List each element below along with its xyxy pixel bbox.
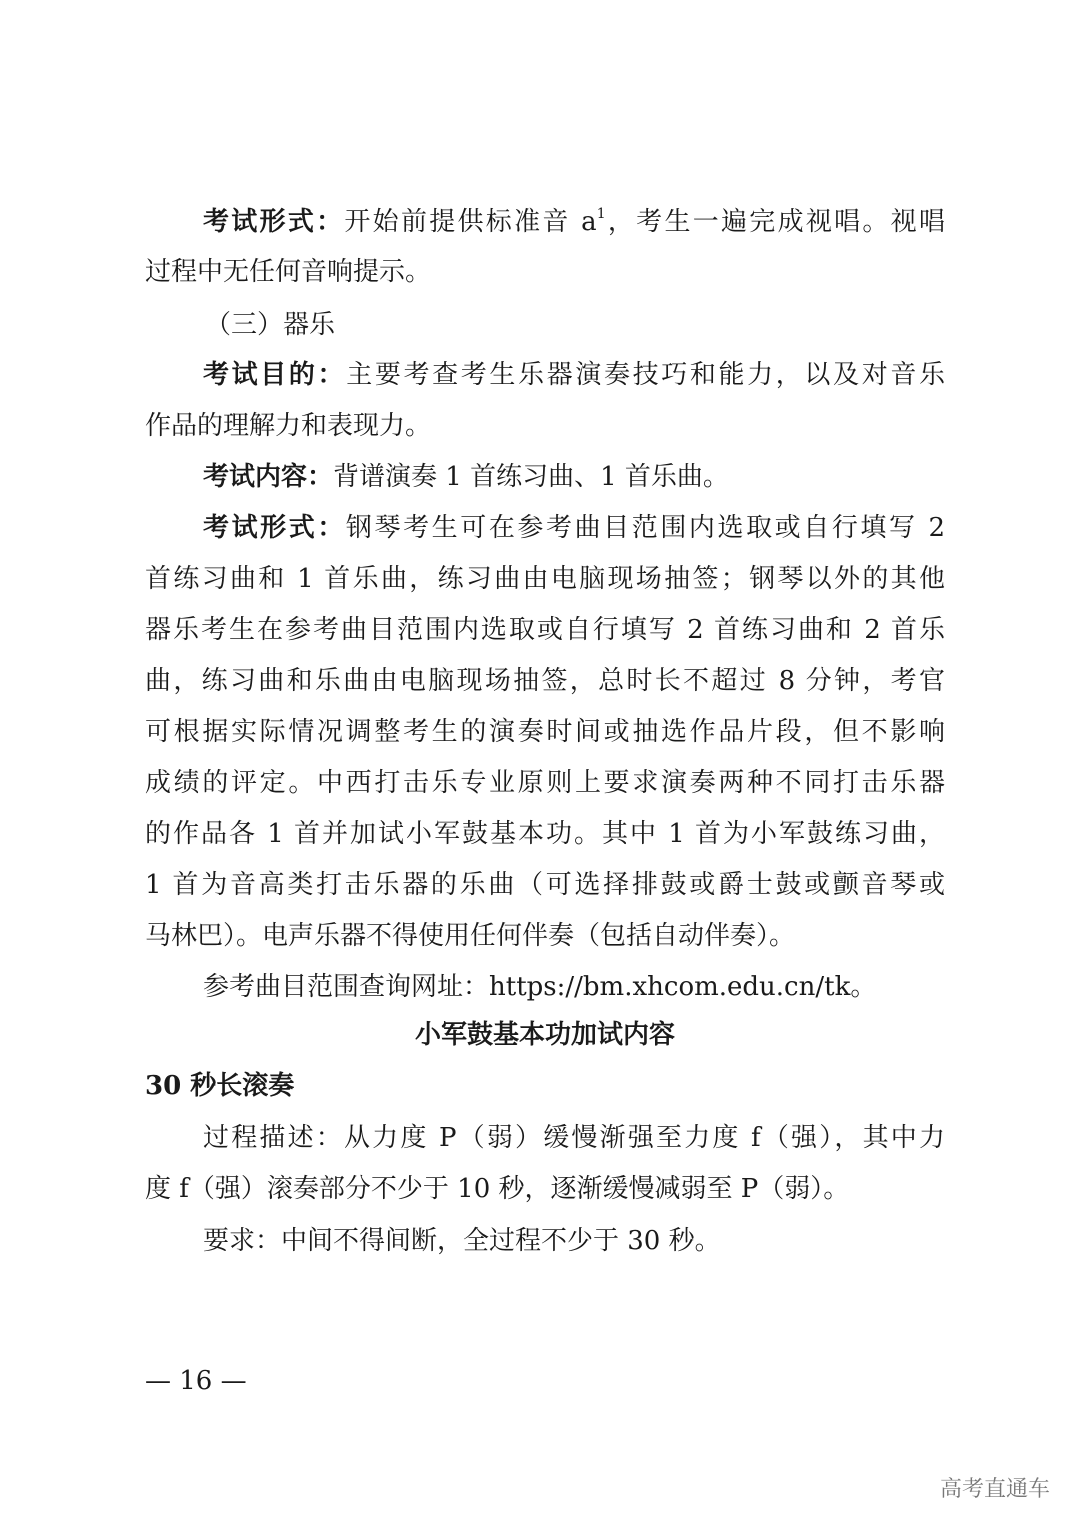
process-line-2: 度 f（强）滚奏部分不少于 10 秒，逐渐缓慢减弱至 P（弱）。 — [145, 1174, 850, 1204]
reference-url: 参考曲目范围查询网址：https://bm.xhcom.edu.cn/tk。 — [203, 972, 877, 1002]
subtitle: 小军鼓基本功加试内容 — [414, 1020, 675, 1050]
label: 考试目的： — [203, 360, 347, 390]
exam-format-instr-line: 器乐考生在参考曲目范围内选取或自行填写 2 首练习曲和 2 首乐 — [145, 615, 945, 645]
exam-purpose-line-1 — [203, 358, 945, 392]
text: ，考生一遍完成视唱。视唱 — [605, 207, 945, 237]
exam-format-instr-line: 1 首为音高类打击乐器的乐曲（可选择排鼓或爵士鼓或颤音琴或 — [145, 870, 945, 900]
text: 开始前提供标准音 a — [344, 207, 597, 237]
exam-format-line-1 — [203, 205, 945, 239]
exam-format-instr-line: 首练习曲和 1 首乐曲，练习曲由电脑现场抽签；钢琴以外的其他 — [145, 564, 945, 594]
exam-format-instr-line: 可根据实际情况调整考生的演奏时间或抽选作品片段，但不影响 — [145, 717, 945, 747]
text: 主要考查考生乐器演奏技巧和能力，以及对音乐 — [346, 360, 945, 390]
label: 考试内容： — [203, 462, 334, 492]
exam-format-instr-line: 的作品各 1 首并加试小军鼓基本功。其中 1 首为小军鼓练习曲， — [145, 819, 945, 849]
exam-format-instr-line-1 — [203, 511, 945, 545]
exam-format-instr-line: 马林巴）。电声乐器不得使用任何伴奏（包括自动伴奏）。 — [145, 921, 796, 951]
text: 钢琴考生可在参考曲目范围内选取或自行填写 2 — [345, 513, 945, 543]
exam-purpose-line-2: 作品的理解力和表现力。 — [145, 411, 432, 441]
item-title: 30 秒长滚奏 — [145, 1071, 295, 1101]
label: 考试形式： — [203, 207, 345, 237]
watermark: 高考直通车 — [940, 1477, 1051, 1502]
label: 考试形式： — [203, 513, 346, 543]
superscript: 1 — [596, 206, 606, 222]
requirement: 要求：中间不得间断，全过程不少于 30 秒。 — [203, 1226, 721, 1256]
exam-format-instr-line: 曲，练习曲和乐曲由电脑现场抽签，总时长不超过 8 分钟，考官 — [145, 666, 945, 696]
process-line-1: 过程描述：从力度 P（弱）缓慢渐强至力度 f（强），其中力 — [203, 1123, 945, 1153]
exam-format-line-2: 过程中无任何音响提示。 — [145, 257, 432, 287]
exam-format-instr-line: 成绩的评定。中西打击乐专业原则上要求演奏两种不同打击乐器 — [145, 768, 945, 798]
text: 背谱演奏 1 首练习曲、1 首乐曲。 — [333, 462, 729, 492]
section-heading: （三）器乐 — [205, 310, 336, 340]
exam-content — [203, 460, 945, 494]
page-number: — 16 — — [145, 1366, 247, 1396]
